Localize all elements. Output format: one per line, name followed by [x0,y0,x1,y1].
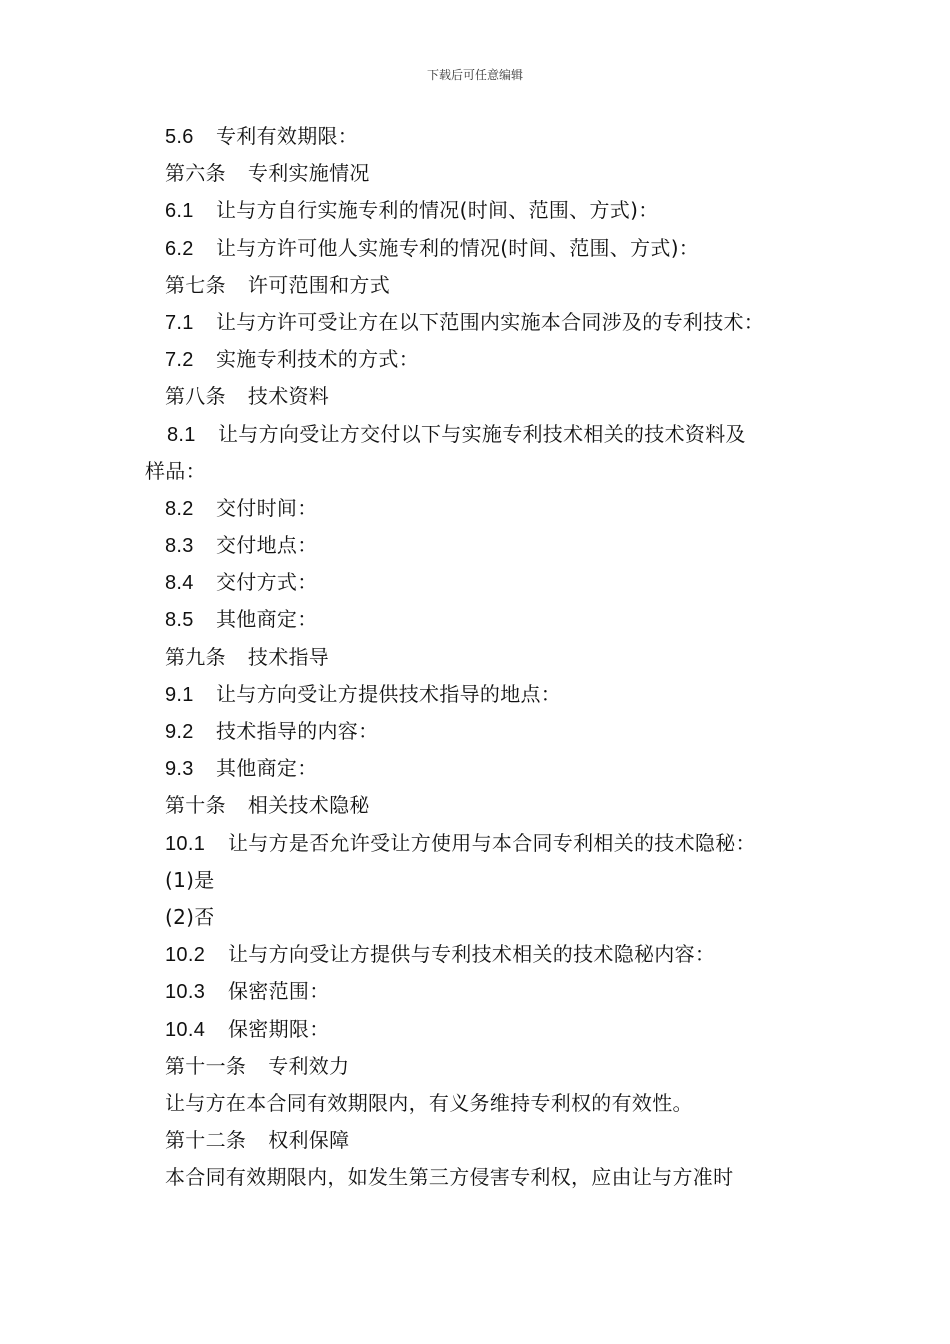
document-body [145,118,810,1196]
clause-number: 6.1 [165,200,194,223]
article-title: 第九条 [165,644,226,669]
option-no [145,899,810,936]
article-6-heading [145,155,810,192]
clause-text: 保密期限： [228,1016,330,1041]
clause-10-4 [145,1011,810,1048]
option-text: (1)是 [165,867,215,892]
article-title: 第十二条 [165,1128,247,1153]
clause-9-2 [145,713,810,750]
article-title: 第十条 [165,793,226,818]
clause-text: 让与方向受让方提供与专利技术相关的技术隐秘内容： [228,942,716,967]
clause-text: 其他商定： [216,756,318,781]
page-header: 下载后可任意编辑 [426,68,523,82]
clause-10-3 [145,973,810,1010]
clause-number: 8.3 [165,535,194,558]
clause-text: 让与方自行实施专利的情况(时间、范围、方式)： [216,198,659,223]
clause-number: 10.1 [165,832,206,855]
clause-9-3 [145,750,810,787]
clause-number: 8.4 [165,572,194,595]
clause-7-1 [145,304,810,341]
clause-7-2 [145,341,810,378]
clause-number: 7.2 [165,349,194,372]
article-10-heading [145,787,810,824]
clause-text: 交付地点： [216,533,318,558]
article-12-paragraph [145,1159,810,1196]
clause-6-1 [145,192,810,229]
clause-8-3 [145,527,810,564]
clause-number: 8.5 [165,609,194,632]
article-11-paragraph [145,1085,810,1122]
clause-number: 5.6 [165,126,194,148]
clause-6-2 [145,230,810,267]
clause-text: 交付方式： [216,570,318,595]
article-subject: 相关技术隐秘 [247,793,370,818]
article-9-heading [145,639,810,676]
clause-number: 9.3 [165,758,194,781]
clause-number: 8.2 [165,497,194,520]
clause-text: 实施专利技术的方式： [216,347,419,372]
clause-10-2 [145,936,810,973]
article-title: 第八条 [165,384,226,409]
clause-text: 让与方向受让方提供技术指导的地点： [216,681,562,706]
article-11-heading [145,1048,810,1085]
clause-number: 9.1 [165,683,194,706]
article-subject: 技术指导 [247,644,330,669]
clause-8-1-continuation [145,453,810,490]
clause-text: 保密范围： [228,979,330,1004]
article-12-heading [145,1122,810,1159]
article-title: 第六条 [165,161,226,186]
paragraph-text: 让与方在本合同有效期限内，有义务维持专利权的有效性。 [165,1090,693,1115]
article-8-heading [145,378,810,415]
article-subject: 专利效力 [268,1053,350,1078]
clause-9-1 [145,676,810,713]
article-7-heading [145,267,810,304]
clause-text: 样品： [145,458,206,483]
clause-number: 9.2 [165,721,194,743]
clause-5-6 [145,118,810,155]
clause-8-4 [145,564,810,601]
clause-number: 6.2 [165,237,194,260]
article-title: 第十一条 [165,1053,247,1078]
clause-number: 7.1 [165,311,194,334]
article-title: 第七条 [165,272,226,297]
clause-10-1 [145,825,810,862]
article-subject: 专利实施情况 [247,161,370,186]
clause-number: 8.1 [167,423,196,446]
article-subject: 许可范围和方式 [247,272,391,297]
clause-text: 让与方许可受让方在以下范围内实施本合同涉及的专利技术： [216,309,765,334]
clause-text: 让与方是否允许受让方使用与本合同专利相关的技术隐秘： [228,830,756,855]
clause-number: 10.4 [165,1018,206,1041]
clause-8-5 [145,601,810,638]
clause-text: 专利有效期限： [216,124,359,148]
clause-text: 技术指导的内容： [216,719,379,743]
clause-text: 其他商定： [216,607,318,632]
article-subject: 权利保障 [268,1128,350,1153]
clause-text: 让与方许可他人实施专利的情况(时间、范围、方式)： [216,235,700,260]
clause-8-1 [145,416,810,453]
clause-8-2 [145,490,810,527]
article-subject: 技术资料 [247,384,330,409]
clause-number: 10.2 [165,944,206,967]
option-text: (2)否 [165,904,215,929]
clause-text: 交付时间： [216,495,318,520]
clause-number: 10.3 [165,981,206,1004]
paragraph-text: 本合同有效期限内，如发生第三方侵害专利权，应由让与方准时 [165,1165,734,1190]
clause-text: 让与方向受让方交付以下与实施专利技术相关的技术资料及 [218,421,746,446]
option-yes [145,862,810,899]
